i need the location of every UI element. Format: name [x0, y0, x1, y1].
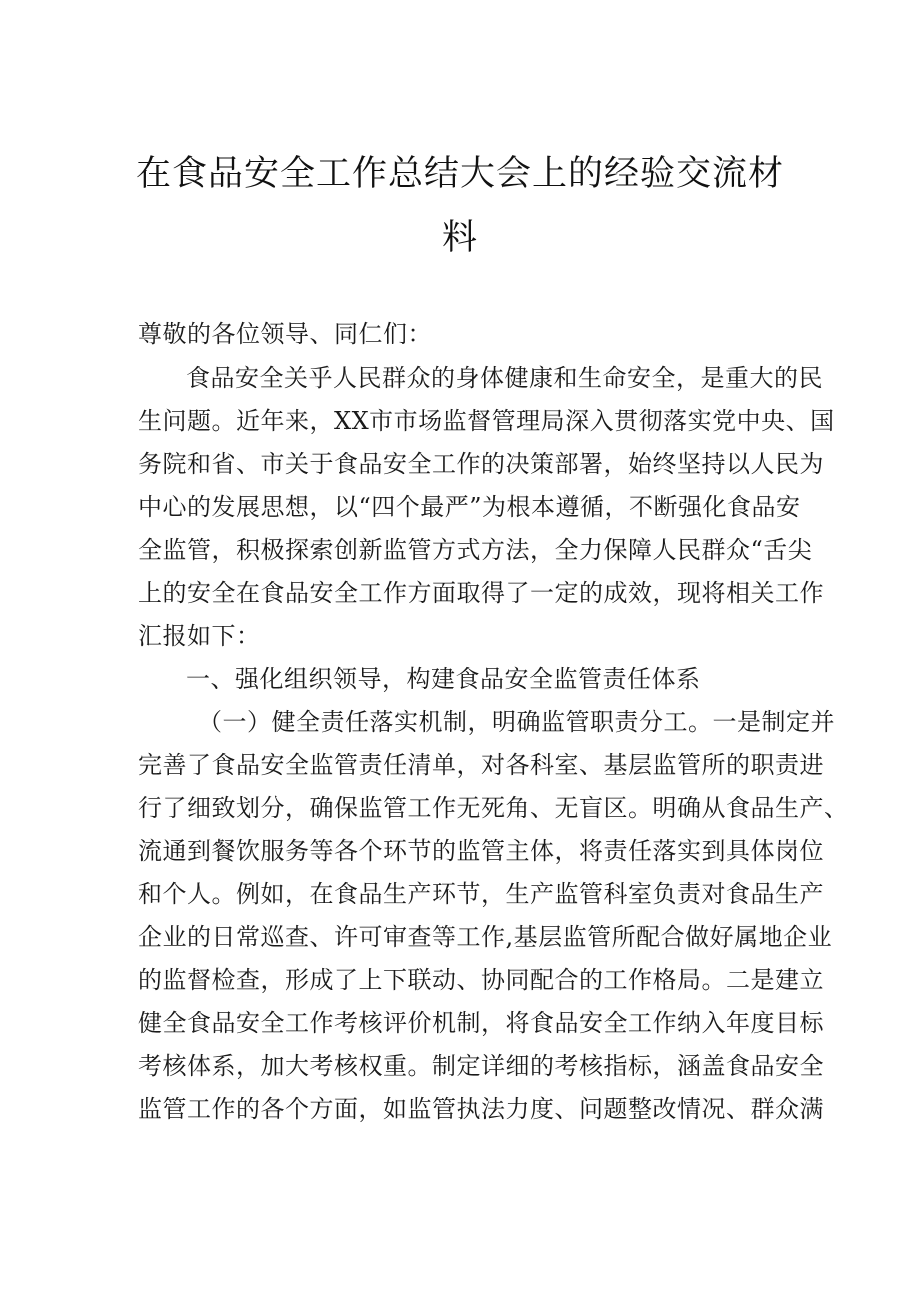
paragraph-line: 生问题。近年来，XX市市场监督管理局深入贯彻落实党中央、国 [138, 407, 835, 435]
paragraph-line: 流通到餐饮服务等各个环节的监管主体，将责任落实到具体岗位 [138, 837, 824, 865]
salutation: 尊敬的各位领导、同仁们： [138, 320, 432, 348]
document-title-line-2: 料 [441, 218, 478, 258]
paragraph-line: 上的安全在食品安全工作方面取得了一定的成效，现将相关工作 [138, 579, 824, 607]
document-title-line-1: 在食品安全工作总结大会上的经验交流材 [135, 154, 784, 194]
paragraph-line: 完善了食品安全监管责任清单，对各科室、基层监管所的职责进 [138, 751, 824, 779]
paragraph-line: 监管工作的各个方面，如监管执法力度、问题整改情况、群众满 [138, 1095, 824, 1123]
paragraph-line: 务院和省、市关于食品安全工作的决策部署，始终坚持以人民为 [138, 450, 824, 478]
paragraph-line: 汇报如下： [138, 622, 261, 650]
paragraph-line: 食品安全关乎人民群众的身体健康和生命安全，是重大的民 [186, 364, 823, 392]
paragraph-line: （一）健全责任落实机制，明确监管职责分工。一是制定并 [198, 708, 835, 736]
paragraph-line: 中心的发展思想，以“四个最严”为根本遵循，不断强化食品安 [138, 493, 801, 521]
paragraph-line: 行了细致划分，确保监管工作无死角、无盲区。明确从食品生产、 [138, 794, 849, 822]
paragraph-line: 考核体系，加大考核权重。制定详细的考核指标，涵盖食品安全 [138, 1052, 824, 1080]
paragraph-line: 全监管，积极探索创新监管方式方法，全力保障人民群众“舌尖 [138, 536, 813, 564]
paragraph-line: 健全食品安全工作考核评价机制，将食品安全工作纳入年度目标 [138, 1009, 824, 1037]
paragraph-line: 和个人。例如，在食品生产环节，生产监管科室负责对食品生产 [138, 880, 824, 908]
paragraph-line: 企业的日常巡查、许可审查等工作,基层监管所配合做好属地企业 [138, 923, 833, 951]
paragraph-line: 的监督检查，形成了上下联动、协同配合的工作格局。二是建立 [138, 966, 824, 994]
section-heading: 一、强化组织领导，构建食品安全监管责任体系 [186, 665, 701, 693]
